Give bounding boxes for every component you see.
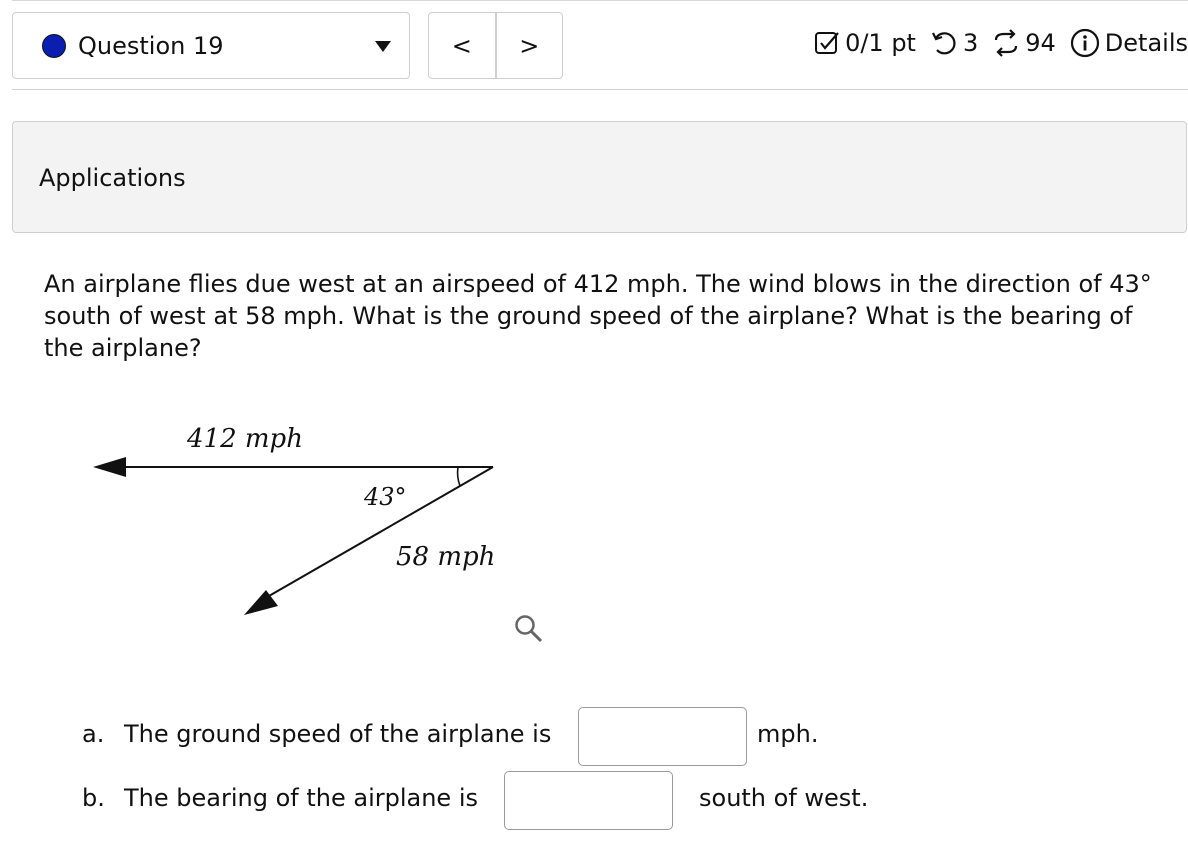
caret-down-icon (375, 41, 391, 52)
airspeed-label: 412 mph (187, 424, 303, 454)
checkbox-icon (814, 30, 840, 56)
question-status-bar (806, 28, 1188, 58)
score-text: 0/1 pt (845, 29, 916, 57)
angle-arc (458, 467, 460, 486)
airspeed-arrowhead (93, 457, 126, 477)
wind-label: 58 mph (396, 542, 496, 572)
retry-icon (930, 30, 958, 56)
retries-indicator (930, 29, 978, 57)
score-indicator (814, 29, 916, 57)
question-label: Question 19 (78, 31, 224, 60)
bearing-input[interactable] (504, 771, 673, 830)
question-nav (428, 12, 563, 79)
previous-question-button[interactable]: < (429, 13, 497, 78)
category-panel (12, 121, 1187, 233)
details-label: Details (1104, 29, 1188, 57)
details-button[interactable] (1070, 28, 1188, 58)
top-divider (12, 0, 1188, 1)
answer-b-text: The bearing of the airplane is (124, 784, 478, 812)
ground-speed-input[interactable] (578, 707, 747, 766)
answer-a-text: The ground speed of the airplane is (124, 720, 552, 748)
header-divider (12, 89, 1188, 90)
submissions-count: 94 (1025, 29, 1056, 57)
vector-diagram (80, 410, 520, 630)
retries-count: 3 (962, 29, 979, 57)
angle-label: 43° (364, 483, 407, 511)
zoom-icon[interactable] (512, 614, 546, 646)
answer-a-unit: mph. (757, 720, 819, 748)
next-question-button[interactable]: > (519, 31, 540, 60)
answer-b-prefix: b. (82, 784, 105, 812)
submissions-icon (992, 29, 1020, 57)
problem-text: An airplane flies due west at an airspeed of 412 mph. The wind blows in the direction of 43° south of west at 58 mph. What is the ground speed of the airplane? What is the bearing of the airplane? (44, 270, 1152, 362)
question-selector[interactable] (12, 12, 410, 79)
category-label: Applications (39, 164, 186, 192)
info-icon (1070, 28, 1100, 58)
answer-a-prefix: a. (82, 720, 105, 748)
question-status-dot (42, 34, 66, 58)
answer-b-unit: south of west. (699, 784, 869, 812)
submissions-indicator (992, 29, 1056, 57)
